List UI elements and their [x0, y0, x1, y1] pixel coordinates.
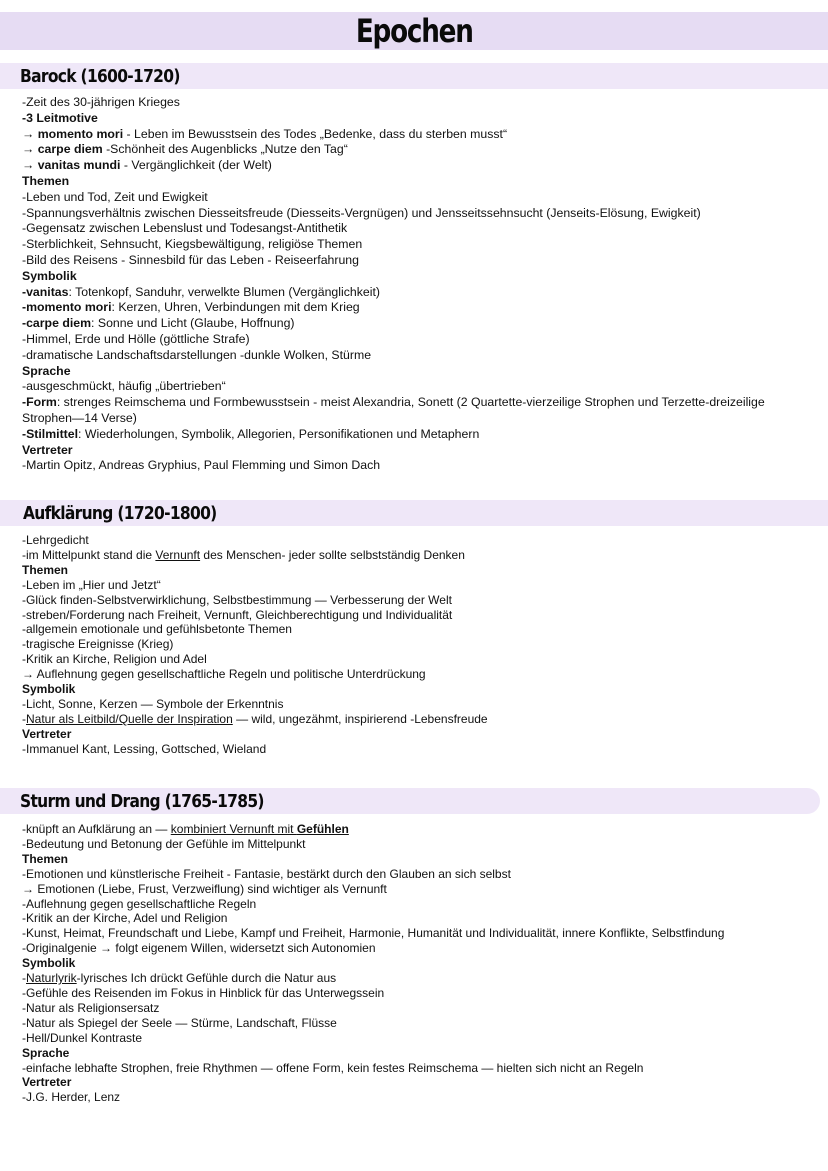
text-line: -Hell/Dunkel Kontraste: [22, 1030, 143, 1045]
text-line: → vanitas mundi - Vergänglichkeit (der Welt): [22, 158, 272, 173]
text-line: -Natur als Spiegel der Seele — Stürme, Landschaft, Flüsse: [22, 1015, 337, 1030]
text-line: -Natur als Leitbild/Quelle der Inspiration — wild, ungezähmt, inspirierend -Lebensfreude: [22, 711, 488, 726]
text-line: -Licht, Sonne, Kerzen — Symbole der Erkenntnis: [22, 696, 284, 711]
text-line: -3 Leitmotive: [22, 110, 98, 125]
text-line: -Leben im „Hier und Jetzt“: [22, 577, 161, 592]
text-line: -Emotionen und künstlerische Freiheit - Fantasie, bestärkt durch den Glauben an sich selbst: [22, 866, 511, 881]
text-line: -ausgeschmückt, häufig „übertrieben“: [22, 379, 226, 394]
section-body-sturm-und-drang: [22, 822, 818, 1105]
text-line: → Emotionen (Liebe, Frust, Verzweiflung) sind wichtiger als Vernunft: [22, 881, 387, 896]
text-line: -einfache lebhafte Strophen, freie Rhythmen — offene Form, kein festes Reimschema — hielten sich nicht an Regeln: [22, 1060, 644, 1075]
text-line: -Kritik an Kirche, Religion und Adel: [22, 652, 207, 667]
subheading-vertreter: Vertreter: [22, 726, 72, 741]
text-line: -Zeit des 30-jährigen Krieges: [22, 95, 180, 109]
text-line: -Kritik an der Kirche, Adel und Religion: [22, 911, 228, 926]
text-line: -Leben und Tod, Zeit und Ewigkeit: [22, 189, 208, 204]
text-line: → carpe diem -Schönheit des Augenblicks „Nutze den Tag“: [22, 142, 348, 157]
text-line: -Form: strenges Reimschema und Formbewusstsein - meist Alexandria, Sonett (2 Quartette-vierzeilige Strophen und Terzette-dreizeilige Strophen—14 Verse): [22, 395, 765, 425]
subheading-symbolik: Symbolik: [22, 956, 76, 971]
text-line: -Bedeutung und Betonung der Gefühle im Mittelpunkt: [22, 836, 306, 851]
text-line: -Sterblichkeit, Sehnsucht, Kiegsbewältigung, religiöse Themen: [22, 237, 363, 252]
text-line: -Himmel, Erde und Hölle (göttliche Strafe): [22, 331, 250, 346]
text-line: -Spannungsverhältnis zwischen Diesseitsfreude (Diesseits-Vergnügen) und Jensseitssehnsucht (Jenseits-Elösung, Ewigkeit): [22, 205, 701, 220]
text-line: -Kunst, Heimat, Freundschaft und Liebe, Kampf und Freiheit, Harmonie, Humanität und Individualität, innere Konflikte, Selbstfindung: [22, 926, 725, 941]
text-line: -allgemein emotionale und gefühlsbetonte Themen: [22, 622, 292, 637]
section-header-aufklaerung: [0, 500, 828, 526]
text-line: -streben/Forderung nach Freiheit, Vernunft, Gleichberechtigung und Individualität: [22, 607, 453, 622]
text-line: -Bild des Reisens - Sinnesbild für das Leben - Reiseerfahrung: [22, 252, 359, 267]
section-body-aufklaerung: [22, 533, 818, 757]
text-line: -Gefühle des Reisenden im Fokus in Hinblick für das Unterwegssein: [22, 985, 385, 1000]
text-line: -J.G. Herder, Lenz: [22, 1090, 121, 1105]
text-line: -tragische Ereignisse (Krieg): [22, 637, 174, 652]
text-line: -carpe diem: Sonne und Licht (Glaube, Hoffnung): [22, 316, 295, 331]
text-line: -Glück finden-Selbstverwirklichung, Selbstbestimmung — Verbesserung der Welt: [22, 592, 452, 607]
page-title: Epochen: [355, 12, 473, 50]
subheading-symbolik: Symbolik: [22, 268, 77, 283]
subheading-themen: Themen: [22, 562, 69, 577]
text-line: -knüpft an Aufklärung an — kombiniert Vernunft mit Gefühlen: [22, 822, 349, 836]
text-line: -Originalgenie → folgt eigenem Willen, widersetzt sich Autonomien: [22, 941, 376, 956]
text-line: → Auflehnung gegen gesellschaftliche Regeln und politische Unterdrückung: [22, 667, 426, 682]
page-title-bar: [0, 12, 828, 50]
text-line: -dramatische Landschaftsdarstellungen -dunkle Wolken, Stürme: [22, 347, 372, 362]
section-title-sturm-und-drang: Sturm und Drang (1765-1785): [20, 790, 264, 812]
text-line: -momento mori: Kerzen, Uhren, Verbindungen mit dem Krieg: [22, 300, 360, 315]
section-title-barock: Barock (1600-1720): [20, 65, 180, 87]
text-line: -Natur als Religionsersatz: [22, 1000, 160, 1015]
text-line: -Auflehnung gegen gesellschaftliche Regeln: [22, 896, 257, 911]
subheading-sprache: Sprache: [22, 1045, 70, 1060]
text-line: → momento mori - Leben im Bewusstsein des Todes „Bedenke, dass du sterben musst“: [22, 126, 508, 141]
text-line: -Naturlyrik-lyrisches Ich drückt Gefühle durch die Natur aus: [22, 971, 337, 986]
text-line: -im Mittelpunkt stand die Vernunft des Menschen- jeder sollte selbstständig Denken: [22, 547, 465, 562]
subheading-vertreter: Vertreter: [22, 442, 73, 457]
section-body-barock: [22, 95, 818, 474]
subheading-themen: Themen: [22, 851, 69, 866]
section-header-sturm-und-drang: [0, 788, 820, 814]
subheading-sprache: Sprache: [22, 363, 71, 378]
subheading-symbolik: Symbolik: [22, 682, 76, 697]
text-line: -Stilmittel: Wiederholungen, Symbolik, Allegorien, Personifikationen und Metaphern: [22, 426, 480, 441]
text-line: -Lehrgedicht: [22, 533, 89, 547]
section-header-barock: [0, 63, 828, 89]
text-line: -Immanuel Kant, Lessing, Gottsched, Wieland: [22, 741, 267, 756]
text-line: -Martin Opitz, Andreas Gryphius, Paul Flemming und Simon Dach: [22, 458, 381, 473]
section-title-aufklaerung: Aufklärung (1720-1800): [23, 502, 217, 524]
text-line: -vanitas: Totenkopf, Sanduhr, verwelkte Blumen (Vergänglichkeit): [22, 284, 380, 299]
text-line: -Gegensatz zwischen Lebenslust und Todesangst-Antithetik: [22, 221, 348, 236]
subheading-vertreter: Vertreter: [22, 1075, 72, 1090]
subheading-themen: Themen: [22, 173, 70, 188]
